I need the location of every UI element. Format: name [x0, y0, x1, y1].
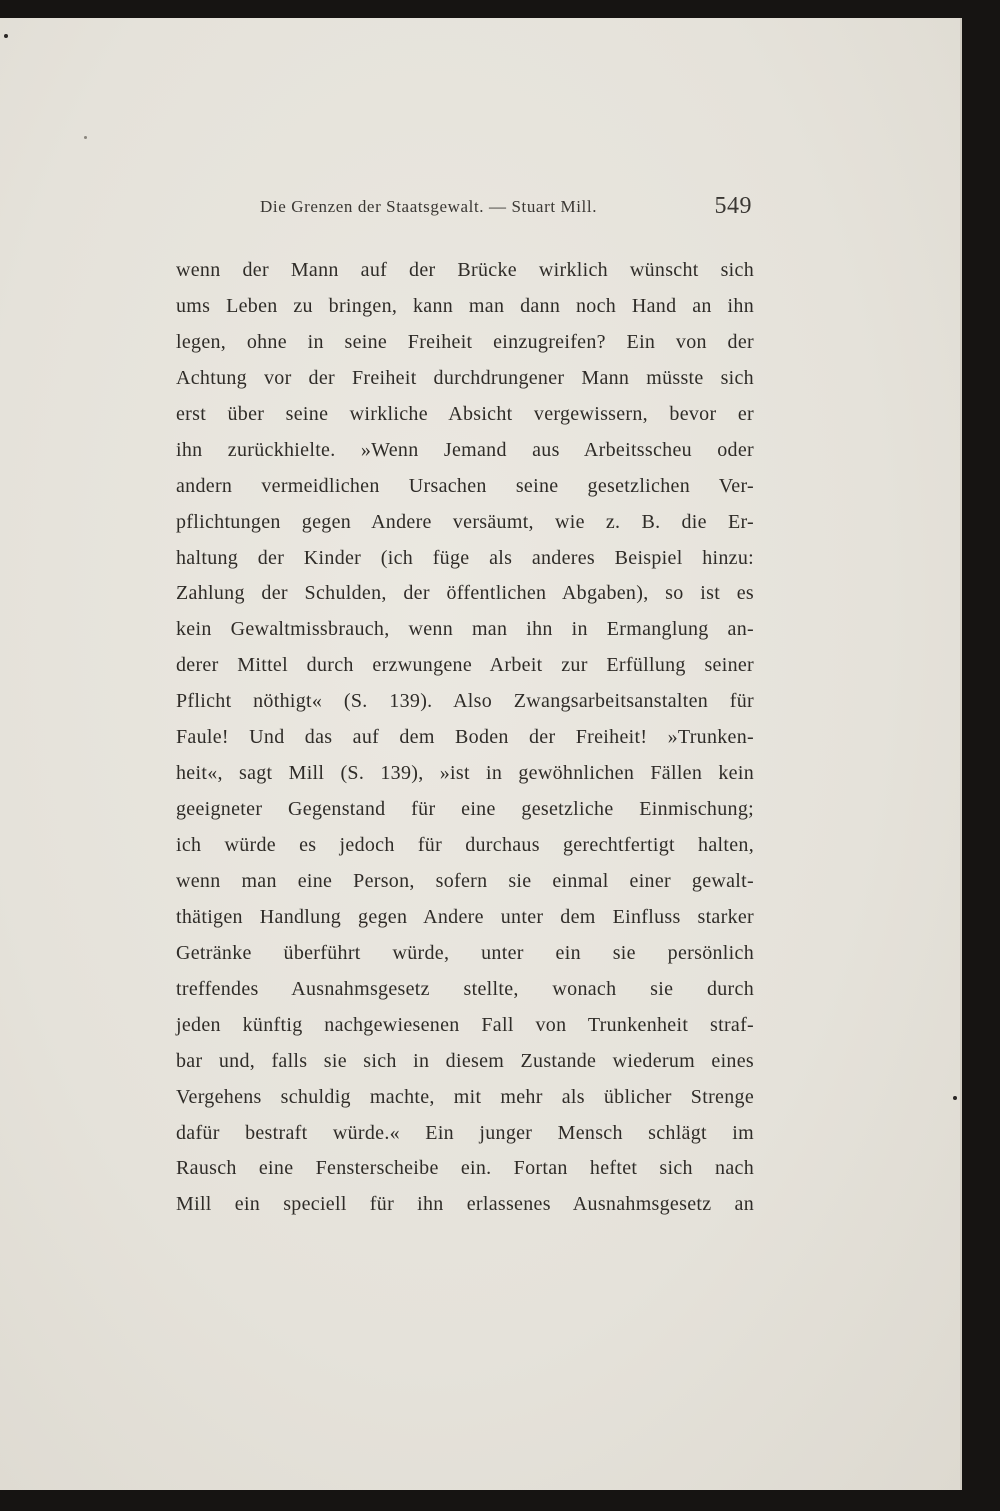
text-line: erst über seine wirkliche Absicht vergewissern, bevor er	[176, 402, 754, 425]
text-line: dafür bestraft würde.« Ein junger Mensch schlägt im	[176, 1121, 754, 1144]
text-line: ich würde es jedoch für durchaus gerechtfertigt halten,	[176, 834, 754, 856]
scan-speck	[4, 34, 8, 38]
text-line: kein Gewaltmissbrauch, wenn man ihn in Ermanglung an-	[176, 618, 754, 641]
text-line: bar und, falls sie sich in diesem Zustande wiederum eines	[176, 1049, 754, 1072]
running-head	[176, 193, 752, 227]
text-line: Zahlung der Schulden, der öffentlichen Abgaben), so ist es	[176, 582, 754, 605]
text-line: treffendes Ausnahmsgesetz stellte, wonach sie durch	[176, 977, 754, 1000]
text-line: legen, ohne in seine Freiheit einzugreifen? Ein von der	[176, 330, 754, 353]
text-line: derer Mittel durch erzwungene Arbeit zur Erfüllung seiner	[176, 654, 754, 677]
text-line: Faule! Und das auf dem Boden der Freiheit! »Trunken-	[176, 726, 754, 749]
text-line: heit«, sagt Mill (S. 139), »ist in gewöhnlichen Fällen kein	[176, 762, 754, 785]
text-line: geeigneter Gegenstand für eine gesetzliche Einmischung;	[176, 798, 754, 821]
text-line: jeden künftig nachgewiesenen Fall von Trunkenheit straf-	[176, 1013, 754, 1036]
text-line: pflichtungen gegen Andere versäumt, wie z. B. die Er-	[176, 510, 754, 533]
text-line: Vergehens schuldig machte, mit mehr als üblicher Strenge	[176, 1085, 754, 1108]
text-line: wenn man eine Person, sofern sie einmal einer gewalt-	[176, 869, 754, 892]
text-line: haltung der Kinder (ich füge als anderes Beispiel hinzu:	[176, 546, 754, 569]
body-text	[176, 253, 754, 1223]
page-number: 549	[714, 193, 752, 219]
scan-speck	[953, 1096, 957, 1100]
text-line: wenn der Mann auf der Brücke wirklich wünscht sich	[176, 259, 754, 281]
scan-speck	[84, 136, 87, 139]
text-line: thätigen Handlung gegen Andere unter dem Einfluss starker	[176, 905, 754, 928]
text-line: ihn zurückhielte. »Wenn Jemand aus Arbeitsscheu oder	[176, 438, 754, 461]
text-line: Getränke überführt würde, unter ein sie persönlich	[176, 941, 754, 964]
text-line: Pflicht nöthigt« (S. 139). Also Zwangsarbeitsanstalten für	[176, 690, 754, 713]
text-line: Mill ein speciell für ihn erlassenes Ausnahmsgesetz an	[176, 1193, 754, 1216]
text-line: Rausch eine Fensterscheibe ein. Fortan heftet sich nach	[176, 1157, 754, 1180]
running-head-title: Die Grenzen der Staatsgewalt. — Stuart Mill.	[260, 197, 598, 216]
text-line: ums Leben zu bringen, kann man dann noch Hand an ihn	[176, 294, 754, 317]
text-line: andern vermeidlichen Ursachen seine gesetzlichen Ver-	[176, 474, 754, 497]
text-line: Achtung vor der Freiheit durchdrungener Mann müsste sich	[176, 366, 754, 389]
